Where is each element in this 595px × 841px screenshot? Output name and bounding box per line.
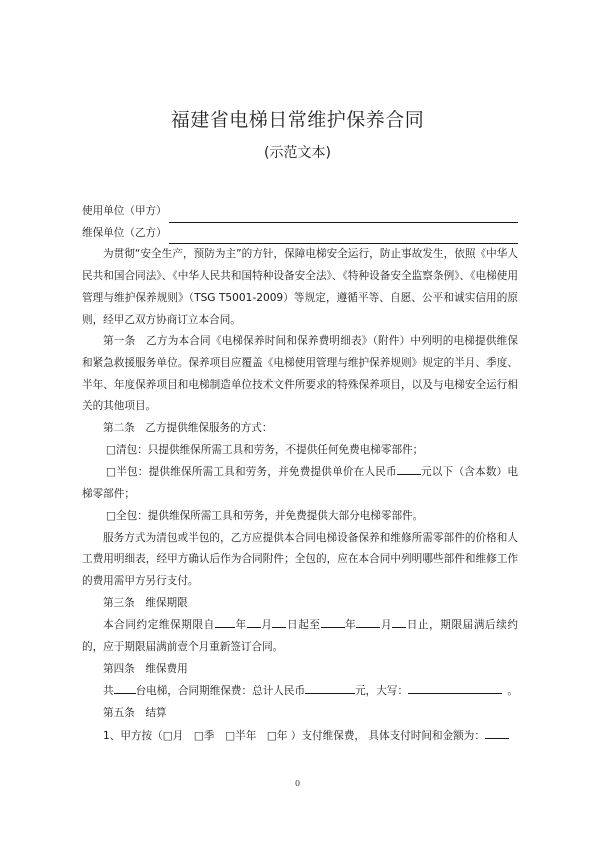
start-year-blank	[215, 614, 235, 628]
article-5-item-1	[82, 725, 518, 748]
elevator-count-blank	[114, 680, 136, 694]
end-day-blank	[392, 614, 406, 628]
start-month-blank	[247, 614, 261, 628]
article-1-paragraph: 第一条 乙方为本合同《电梯保养时间和保养费明细表》（附件）中列明的电梯提供维保和紧急救援服务单位。保养项目应覆盖《电梯使用管理与维护保养规则》规定的半月、季度、半年、年度保养项目和电梯制造单位技术文件所要求的特殊保养项目，以及与电梯安全运行相关的其他项目。	[82, 335, 518, 413]
art4-text-4: 。	[507, 685, 518, 698]
document-subtitle: (示范文本)	[264, 145, 331, 161]
art4-text-1: 共	[103, 685, 114, 698]
service-method-note: 服务方式为清包或半包的，乙方应提供本合同电梯设备保养和维修所需零部件的价格和人工费用明细表，经甲方确认后作为合同附件；全包的，应在本合同中列明哪些部件和维修工作的费用需甲方另行支付。	[82, 531, 518, 587]
article-4-paragraph	[82, 680, 518, 703]
party-b-label: 维保单位（乙方）	[82, 226, 167, 239]
art5-item-1-text: 1、甲方按（□月 □季 □半年 □年 ）支付维保费， 具体支付时间和金额为：	[103, 729, 485, 742]
page-number: 0	[294, 779, 301, 788]
option-half-package	[82, 461, 518, 505]
half-package-price-blank	[397, 461, 421, 475]
article-4-heading: 第四条 维保费用	[103, 662, 188, 675]
art3-text-2: 年	[234, 619, 247, 632]
art4-text-3: 元，大写：	[355, 685, 409, 698]
party-b-blank	[169, 229, 518, 244]
end-month-blank	[356, 614, 380, 628]
article-2-heading: 第二条 乙方提供维保服务的方式：	[103, 422, 273, 435]
art3-text-6: 月	[380, 619, 393, 632]
art4-text-2: 台电梯，合同期维保费：总计人民币	[135, 685, 306, 698]
option-full-package: □全包：提供维保所需工具和劳务，并免费提供大部分电梯零部件。	[106, 509, 424, 522]
party-a-blank	[169, 208, 518, 223]
fee-amount-blank	[305, 680, 355, 694]
option-clear-package: □清包：只提供维保所需工具和劳务，不提供任何免费电梯零部件；	[106, 443, 424, 456]
end-year-blank	[321, 614, 345, 628]
art3-text-7: 日止，期限届满后续约的，应于期限届满前壹个月重新签订合同。	[82, 619, 519, 654]
party-a-line	[82, 201, 518, 223]
preamble-paragraph: 为贯彻“安全生产，预防为主”的方针，保障电梯安全运行，防止事故发生，依照《中华人民共和国合同法》、《中华人民共和国特种设备安全法》、《特种设备安全监察条例》、《电梯使用管理与维护保养规则》（TSG T5001-2009）等规定，遵循平等、自愿、公平和诚实信用的原则，经甲乙双方协商订立本合同。	[82, 248, 518, 326]
payment-schedule-blank	[485, 725, 509, 739]
article-3-paragraph	[82, 614, 518, 658]
option-half-text-b: 元以下（含本数）电梯零部件；	[82, 466, 519, 501]
article-3-heading: 第三条 维保期限	[103, 596, 188, 609]
art3-text-1: 本合同约定维保期限自	[103, 619, 215, 632]
art3-text-3: 月	[260, 619, 273, 632]
start-day-blank	[272, 614, 286, 628]
article-5-heading: 第五条 结算	[103, 707, 167, 720]
art3-text-5: 年	[344, 619, 357, 632]
art3-text-4: 日起至	[286, 619, 321, 632]
party-a-label: 使用单位（甲方）	[82, 205, 167, 217]
document-title: 福建省电梯日常维护保养合同	[170, 109, 425, 131]
party-b-line	[82, 223, 518, 245]
option-half-text-a: □半包：提供维保所需工具和劳务，并免费提供单价在人民币	[106, 466, 397, 479]
contract-body	[82, 201, 518, 748]
fee-capitalized-blank	[408, 680, 502, 694]
